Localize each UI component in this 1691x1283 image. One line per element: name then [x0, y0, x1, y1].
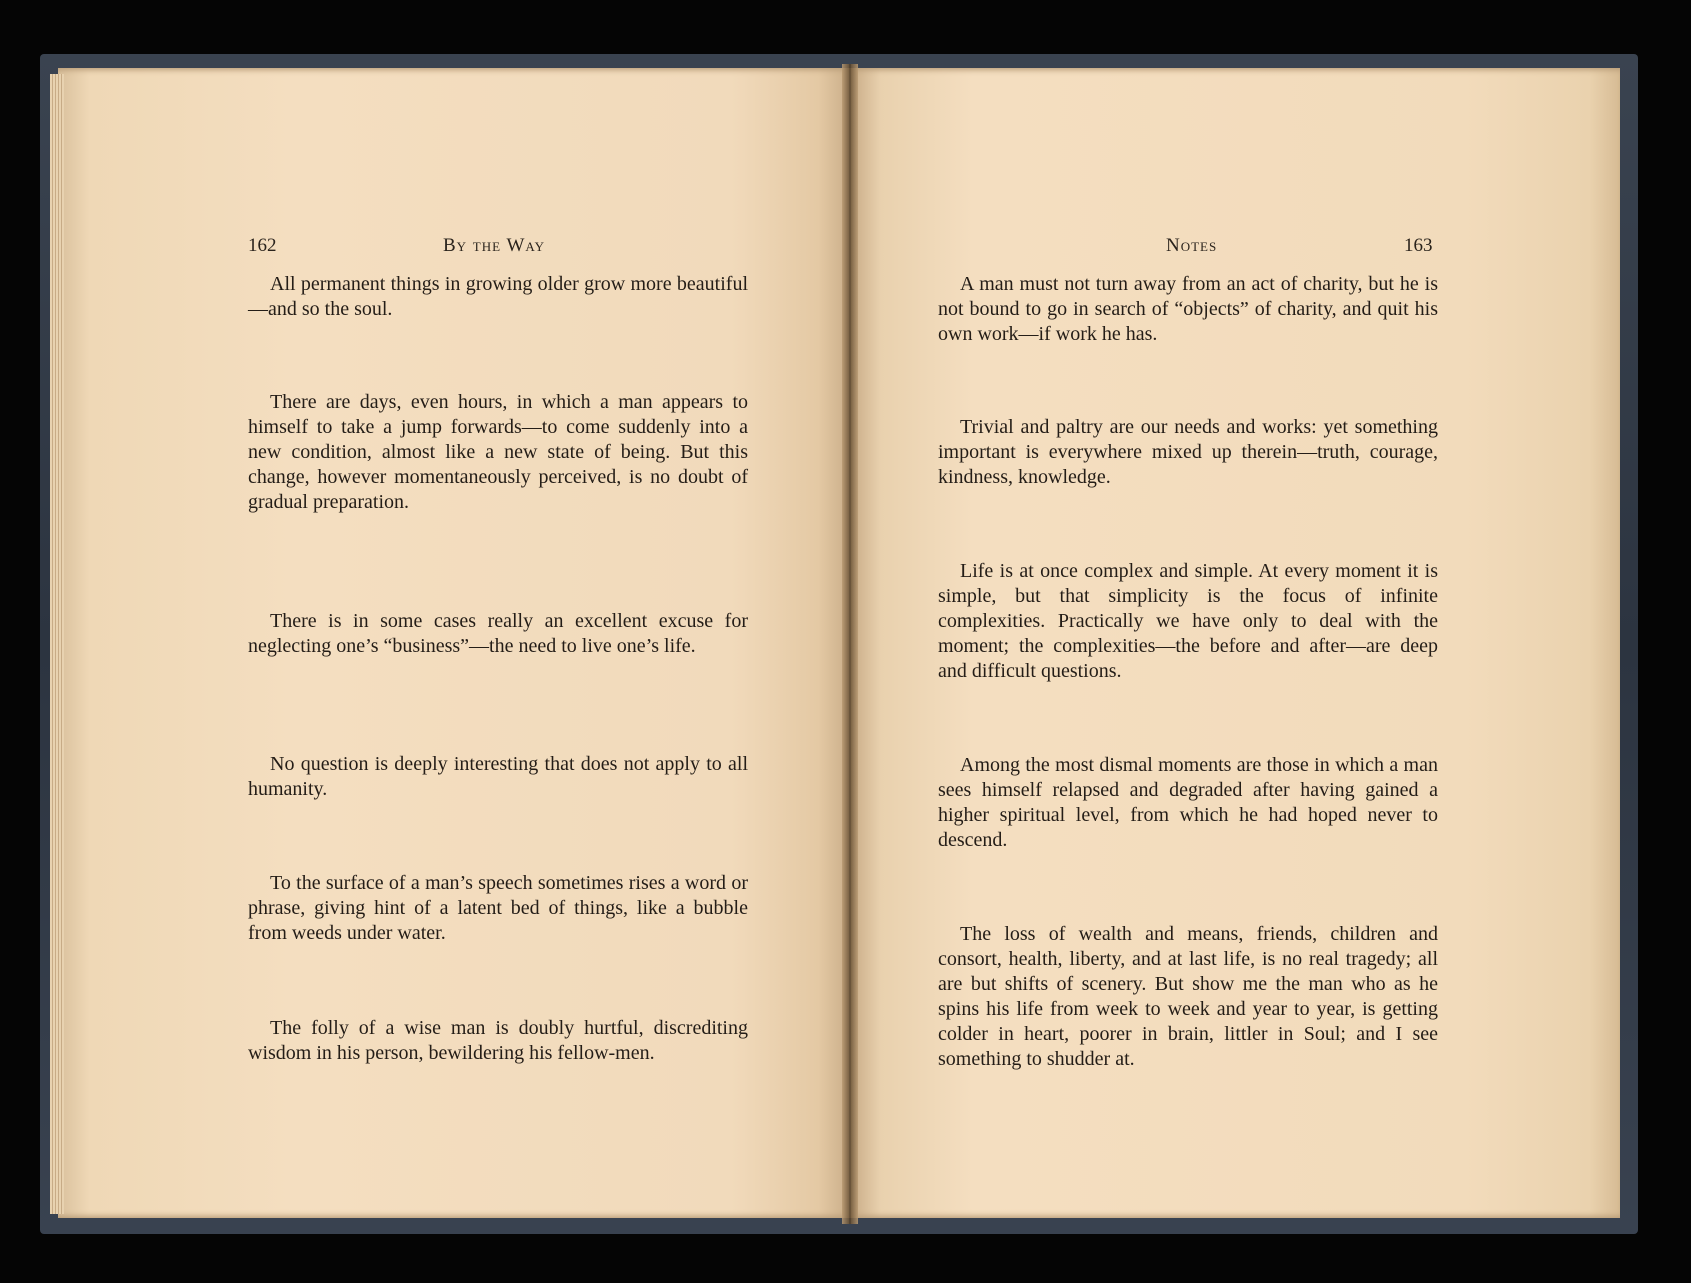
paragraph: Life is at once complex and simple. At every moment it is simple, but that simplicity is the focus of infinite complexities. Practically we have only to deal with the moment; the complexities—the before and after—are deep and difficult questions. [938, 560, 1438, 682]
paragraph: The loss of wealth and means, friends, children and consort, health, liberty, and at last life, is no real tragedy; all are but shifts of scenery. But show me the man who as he spins his life from week to week and year to year, is getting colder in heart, poorer in brain, littler in Soul; and I see something to shudder at. [938, 923, 1438, 1070]
paragraph: There is in some cases really an excellent excuse for neglecting one’s “business”—the need to live one’s life. [248, 610, 748, 657]
paragraph: A man must not turn away from an act of charity, but he is not bound to go in search of “objects” of charity, and quit his own work—if work he has. [938, 273, 1438, 345]
paragraph: There are days, even hours, in which a man appears to himself to take a jump forwards—to come suddenly into a new condition, almost like a new state of being. But this change, however momentaneously perceived, is no doubt of gradual preparation. [248, 391, 748, 513]
page-number: 162 [248, 235, 277, 256]
running-head: Notes [1166, 235, 1218, 256]
page-number: 163 [1404, 235, 1433, 256]
left-page [58, 68, 850, 1218]
right-page [850, 68, 1620, 1218]
paragraph: The folly of a wise man is doubly hurtful, discrediting wisdom in his person, bewildering his fellow-men. [248, 1017, 748, 1064]
paragraph: Trivial and paltry are our needs and works: yet something important is everywhere mixed up therein—truth, courage, kindness, knowledge. [938, 416, 1438, 488]
paragraph: All permanent things in growing older grow more beautiful—and so the soul. [248, 273, 748, 320]
book-gutter [842, 64, 858, 1224]
running-head: By the Way [443, 235, 546, 256]
paragraph: To the surface of a man’s speech sometimes rises a word or phrase, giving hint of a latent bed of things, like a bubble from weeds under water. [248, 872, 748, 944]
paragraph: No question is deeply interesting that does not apply to all humanity. [248, 753, 748, 800]
paragraph: Among the most dismal moments are those in which a man sees himself relapsed and degraded after having gained a higher spiritual level, from which he had hoped never to descend. [938, 754, 1438, 851]
